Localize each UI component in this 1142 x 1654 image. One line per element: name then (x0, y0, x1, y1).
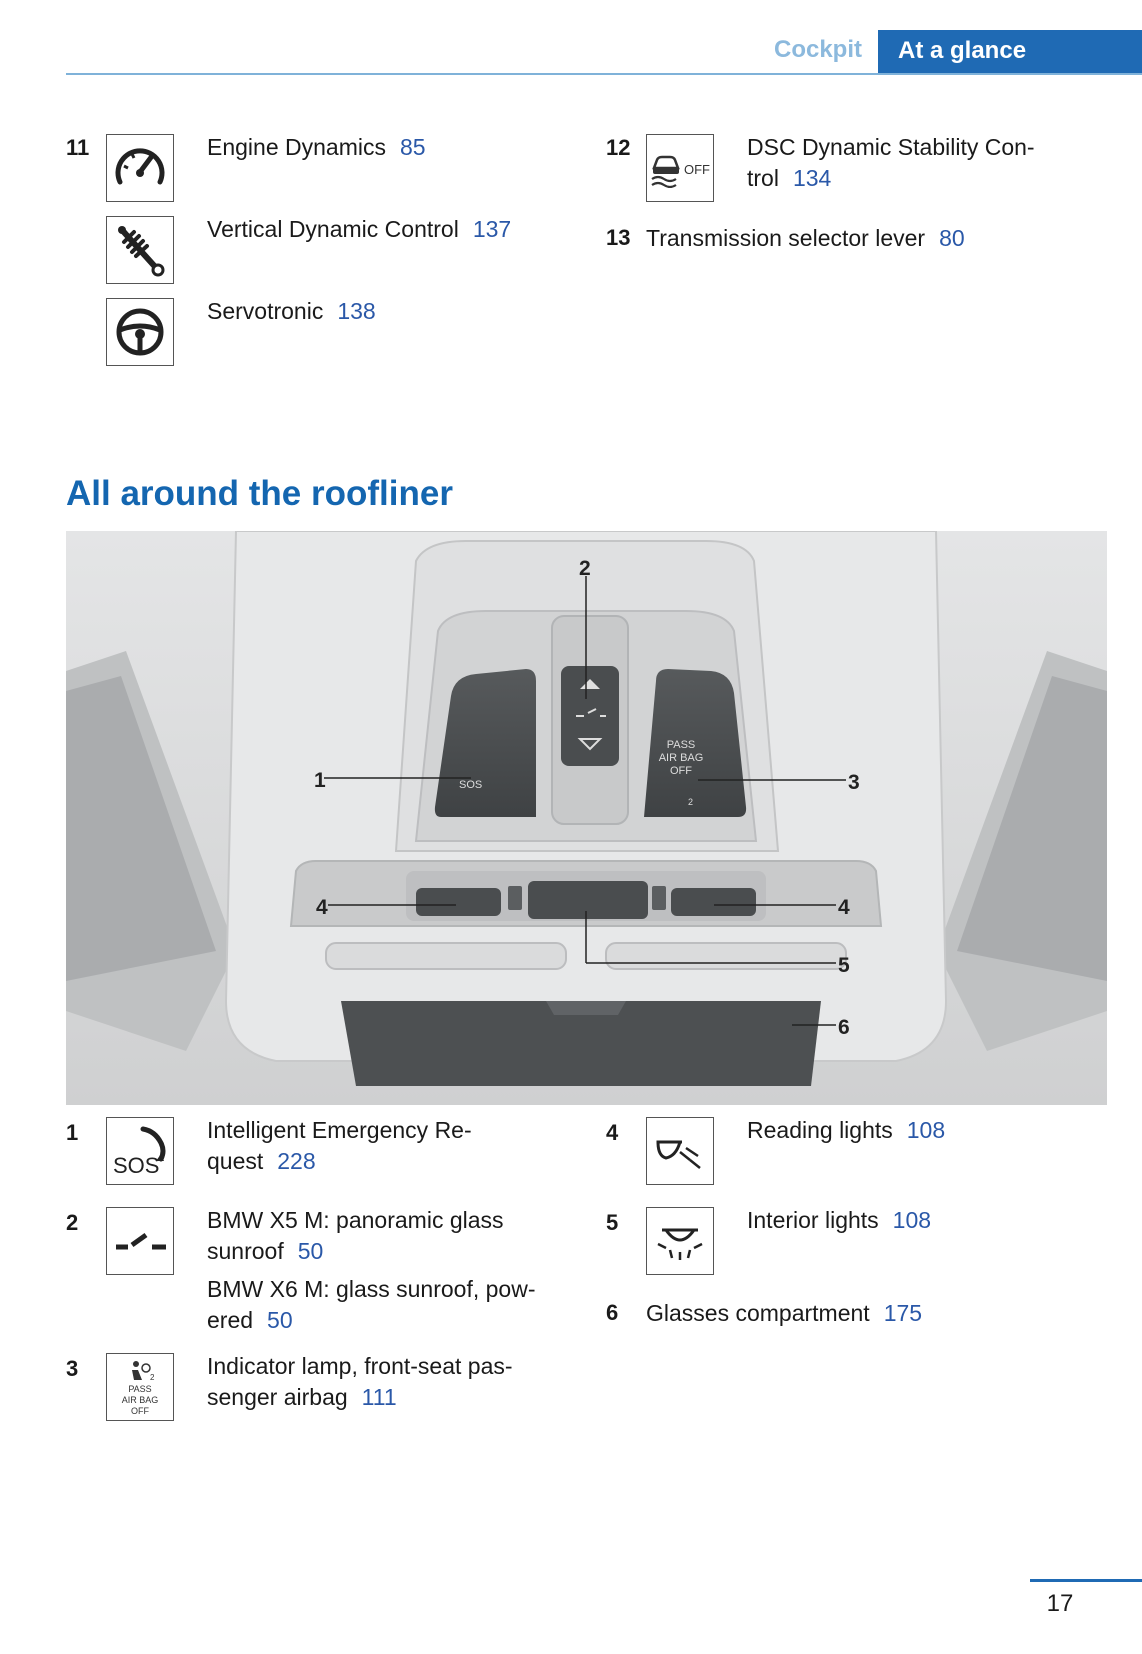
section-title: All around the roofliner (66, 474, 453, 513)
item-13-number: 13 (606, 225, 631, 250)
airbag-panel-text-3: OFF (670, 765, 692, 777)
engine-dynamics-page-link[interactable]: 85 (399, 134, 426, 160)
vdc-page-link[interactable]: 137 (472, 216, 512, 242)
steering-wheel-icon (106, 298, 174, 366)
engine-dynamics-entry (207, 132, 426, 163)
vdc-label: Vertical Dynamic Control (207, 216, 459, 242)
transmission-entry (646, 223, 965, 254)
legend-5-number: 5 (606, 1210, 619, 1235)
callout-3: 3 (848, 771, 860, 794)
servotronic-label: Servotronic (207, 298, 324, 324)
airbag-off-icon-text-3: OFF (131, 1406, 149, 1416)
legend-4-text (747, 1115, 945, 1146)
sunroof-icon (106, 1207, 174, 1275)
roofliner-illustration (66, 531, 1107, 1105)
airbag-off-icon-text-2: AIR BAG (121, 1395, 159, 1405)
legend-1-number: 1 (66, 1120, 79, 1145)
gauge-icon (106, 134, 174, 202)
dsc-entry (747, 132, 1035, 194)
item-11-number: 11 (66, 135, 90, 160)
legend-4-label: Reading lights (747, 1117, 893, 1143)
header-section-link[interactable]: Cockpit (773, 36, 862, 63)
legend-2a-line2: sunroof (207, 1238, 284, 1264)
airbag-panel-text-1: PASS (666, 739, 696, 751)
dsc-label-line2: trol (747, 165, 779, 191)
airbag-off-icon-sub: 2 (150, 1373, 155, 1382)
dsc-label-line1: DSC Dynamic Stability Con- (747, 134, 1035, 160)
legend-3-text (207, 1351, 513, 1413)
legend-5-label: Interior lights (747, 1207, 879, 1233)
legend-6-text (646, 1298, 922, 1329)
legend-1-line2: quest (207, 1148, 264, 1174)
legend-2b-line1: BMW X6 M: glass sunroof, pow- (207, 1276, 536, 1302)
header-divider (66, 73, 1142, 75)
callout-4-right: 4 (838, 896, 850, 919)
item-12-number: 12 (606, 135, 631, 160)
interior-light-icon (646, 1207, 714, 1275)
servotronic-page-link[interactable]: 138 (337, 298, 376, 324)
airbag-panel-text-2: AIR BAG (658, 752, 704, 764)
legend-6-number: 6 (606, 1300, 619, 1325)
callout-5: 5 (838, 954, 850, 977)
engine-dynamics-label: Engine Dynamics (207, 134, 386, 160)
airbag-off-icon-text-1: PASS (128, 1384, 152, 1394)
legend-5-page-link[interactable]: 108 (892, 1207, 932, 1233)
legend-6-label: Glasses compartment (646, 1300, 870, 1326)
legend-2b-page-link[interactable]: 50 (267, 1307, 293, 1333)
footer-divider (1030, 1579, 1142, 1582)
shock-absorber-icon (106, 216, 174, 284)
legend-3-line1: Indicator lamp, front-seat pas- (207, 1353, 513, 1379)
legend-2b-line2: ered (207, 1307, 254, 1333)
sos-icon (106, 1117, 174, 1185)
legend-6-page-link[interactable]: 175 (883, 1300, 923, 1326)
legend-4-number: 4 (606, 1120, 619, 1145)
callout-1: 1 (314, 769, 326, 792)
legend-4-page-link[interactable]: 108 (906, 1117, 946, 1143)
legend-2a-line1: BMW X5 M: panoramic glass (207, 1207, 504, 1233)
legend-5-text (747, 1205, 931, 1236)
legend-2-text-a (207, 1205, 504, 1267)
legend-1-text (207, 1115, 472, 1177)
legend-2-number: 2 (66, 1210, 79, 1235)
airbag-panel-sub: 2 (688, 797, 694, 807)
sos-icon-text: SOS (113, 1153, 160, 1178)
vdc-entry (207, 214, 511, 245)
dsc-page-link[interactable]: 134 (792, 165, 832, 191)
legend-3-page-link[interactable]: 111 (361, 1384, 397, 1410)
callout-2: 2 (579, 557, 591, 580)
callout-6: 6 (838, 1016, 850, 1039)
page-number: 17 (1046, 1590, 1074, 1617)
legend-2a-page-link[interactable]: 50 (297, 1238, 324, 1264)
servotronic-entry (207, 296, 376, 327)
callout-4-left: 4 (316, 896, 328, 919)
dsc-off-icon-text: OFF (684, 162, 710, 177)
header-chapter-tab[interactable]: At a glance (878, 30, 1142, 75)
legend-1-page-link[interactable]: 228 (277, 1148, 316, 1174)
dsc-off-icon (646, 134, 714, 202)
legend-3-number: 3 (66, 1356, 79, 1381)
legend-3-line2: senger airbag (207, 1384, 348, 1410)
reading-light-icon (646, 1117, 714, 1185)
transmission-page-link[interactable]: 80 (939, 225, 965, 251)
airbag-off-icon (106, 1353, 174, 1421)
sos-button-text: SOS (459, 779, 483, 791)
legend-1-line1: Intelligent Emergency Re- (207, 1117, 472, 1143)
legend-2-text-b (207, 1274, 536, 1336)
transmission-label: Transmission selector lever (646, 225, 926, 251)
